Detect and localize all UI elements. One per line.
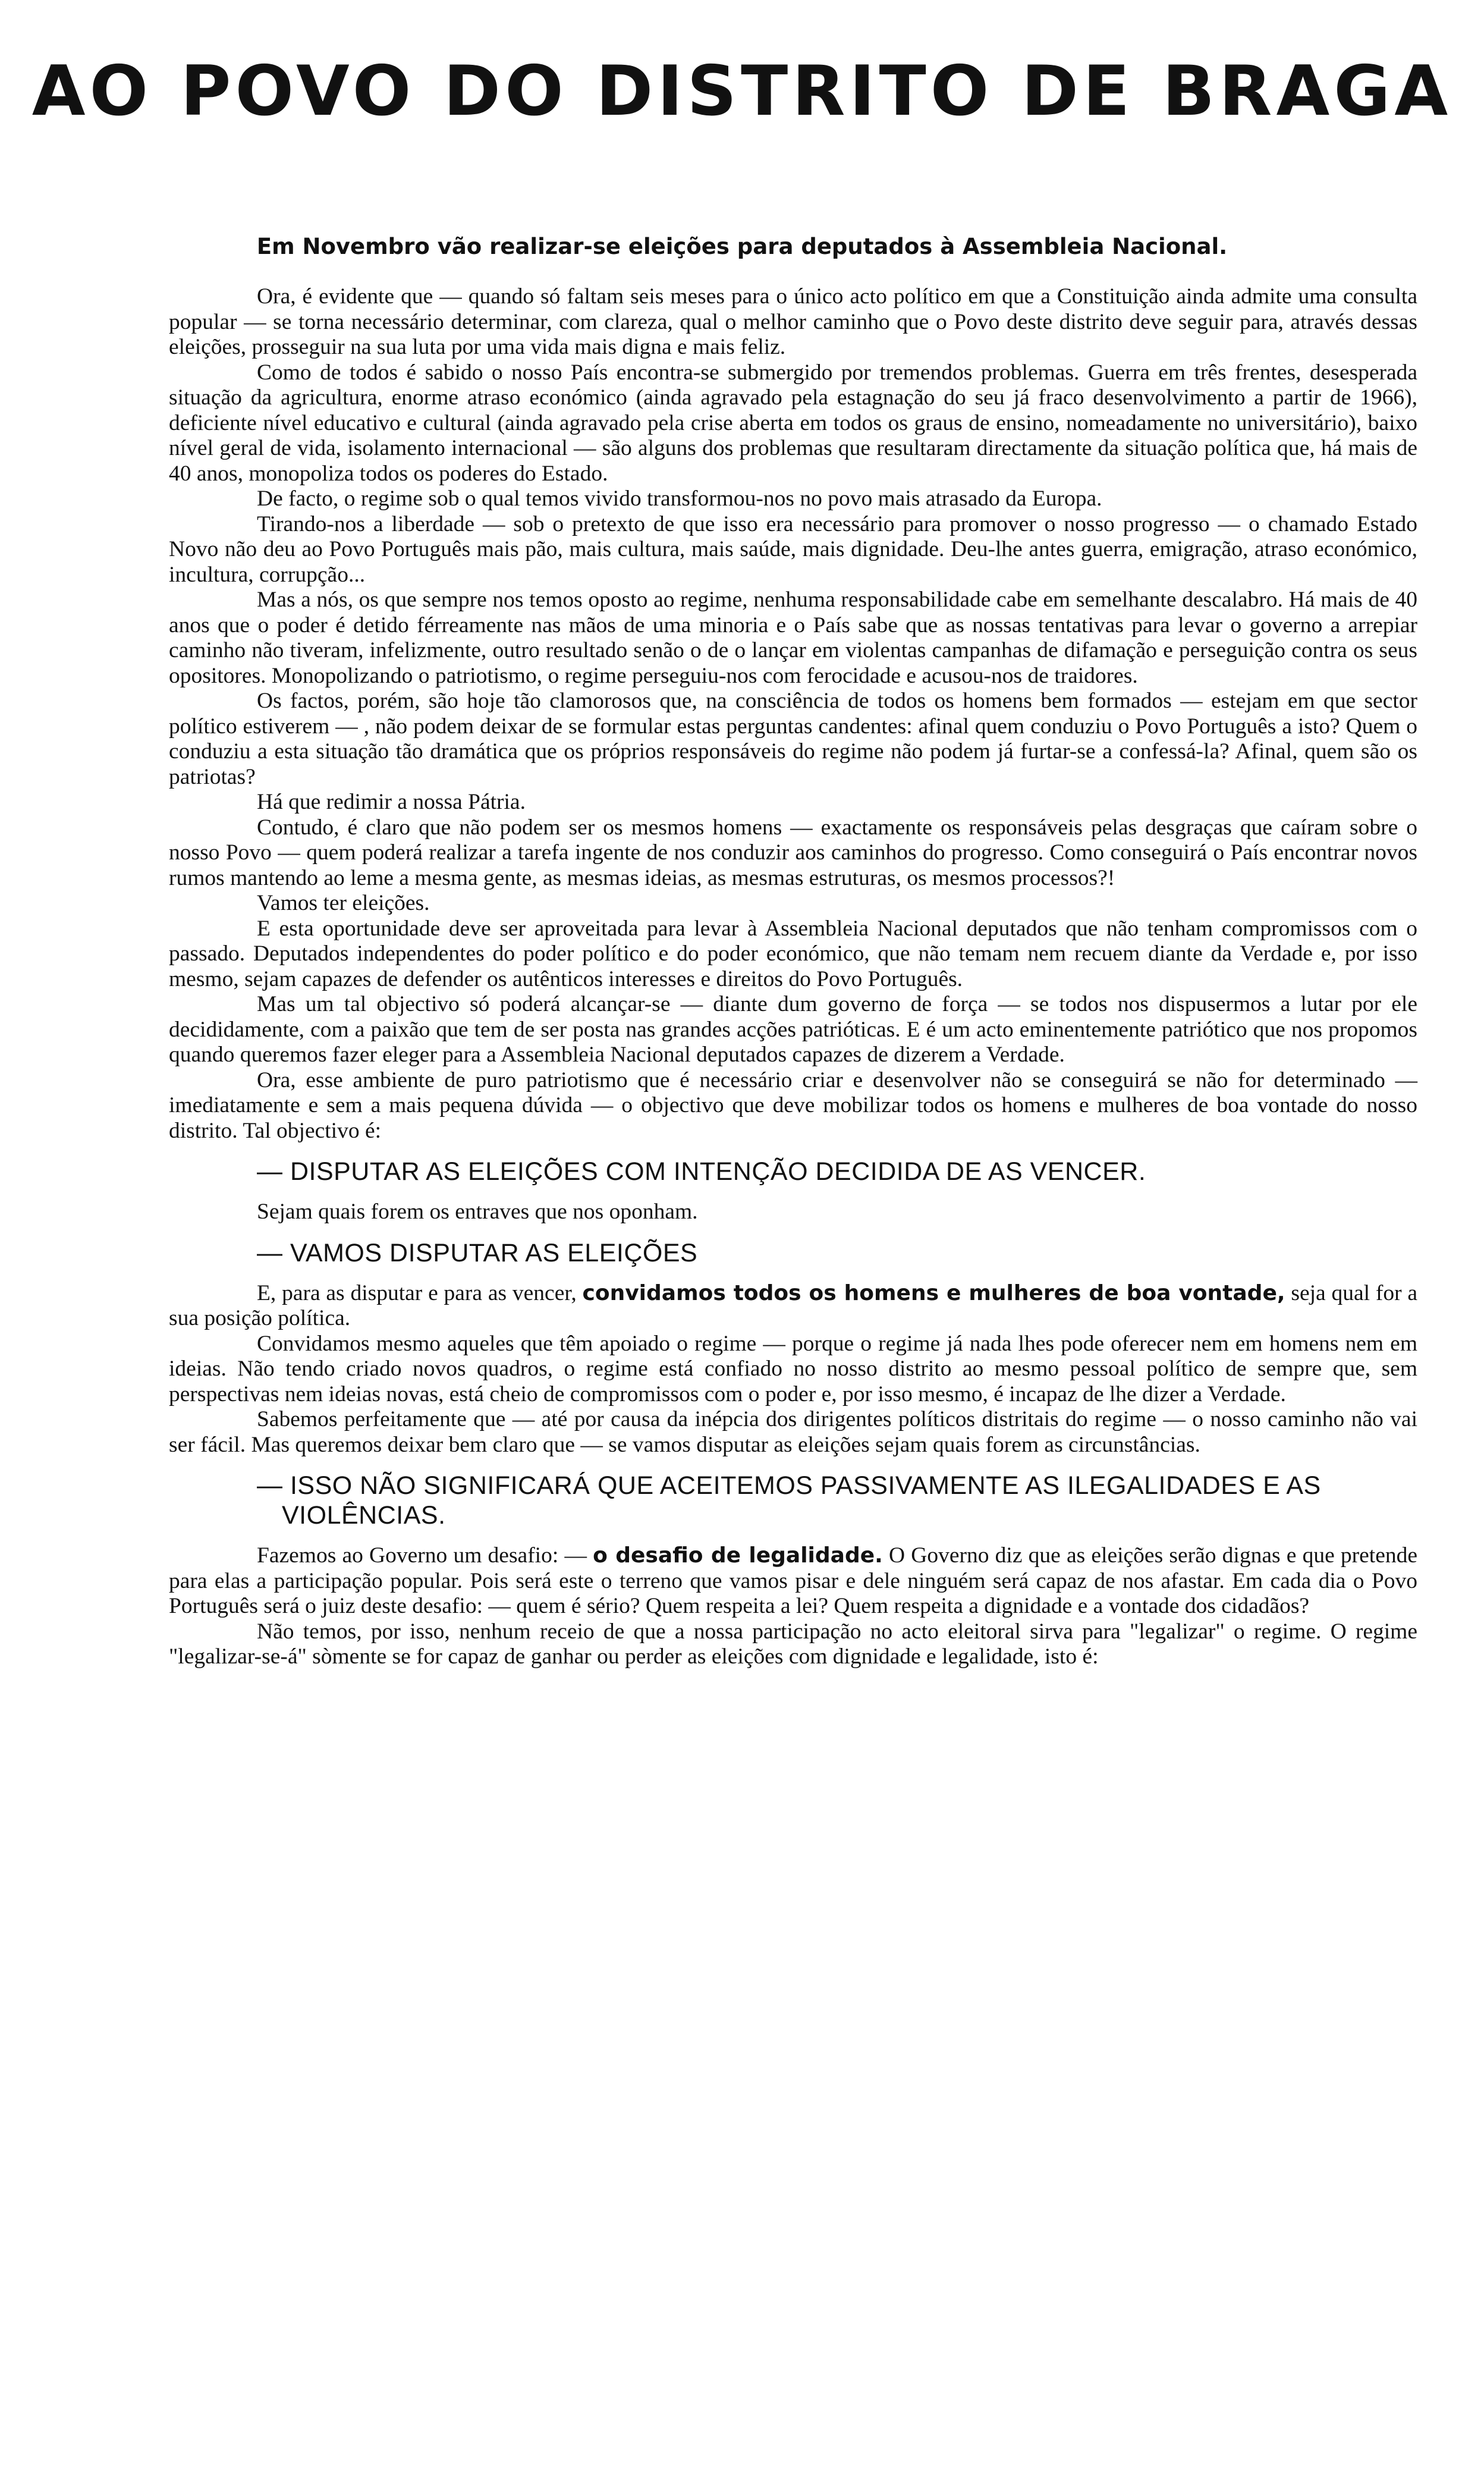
paragraph: Tirando-nos a liberdade — sob o pretexto de que isso era necessário para promover o nosso progresso — o chamado Estado Novo não deu ao Povo Português mais pão, mais cultura, mais saúde, mais dignidade. Deu-lhe antes guerra, emigração, atraso económico, incultura, corrupção... (169, 511, 1417, 587)
paragraph: Ora, esse ambiente de puro patriotismo que é necessário criar e desenvolver não se conseguirá se não for determinado — imediatamente e sem a mais pequena dúvida — o objectivo que deve mobilizar todos os homens e mulheres de boa vontade do nosso distrito. Tal objectivo é: (169, 1068, 1417, 1143)
paragraph: De facto, o regime sob o qual temos vivido transformou-nos no povo mais atrasado da Europa. (257, 486, 1102, 511)
paragraph: Há que redimir a nossa Pátria. (257, 790, 526, 814)
paragraph-text: seja qual for a sua posição política. (169, 1280, 1417, 1330)
paragraph: Mas um tal objectivo só poderá alcançar-se — diante dum governo de força — se todos nos dispusermos a lutar por ele decididamente, com a paixão que tem de ser posta nas grandes acções patrióticas. E é um acto eminentemente patriótico que nos propomos quando queremos fazer eleger para a Assembleia Nacional deputados capazes de dizerem a Verdade. (169, 992, 1417, 1067)
paragraph: Ora, é evidente que — quando só faltam seis meses para o único acto político em que a Constituição ainda admite uma consulta popular — se torna necessário determinar, com clareza, qual o melhor caminho que o Povo deste distrito deve seguir para, através dessas eleições, prosseguir na sua luta por uma vida mais digna e mais feliz. (169, 284, 1417, 359)
paragraph: Sejam quais forem os entraves que nos oponham. (257, 1200, 698, 1224)
paragraph-emphasis: convidamos todos os homens e mulheres de boa vontade, (582, 1280, 1285, 1305)
paragraph: Os factos, porém, são hoje tão clamorosos que, na consciência de todos os homens bem formados — estejam em que sector político estiverem — , não podem deixar de se formular estas perguntas candentes: afinal quem conduziu o Povo Português a isto? Quem o conduziu a esta situação tão dramática que os próprios responsáveis do regime não podem já furtar-se a confessá-la? Afinal, quem são os patriotas? (169, 689, 1417, 789)
document-subtitle: Em Novembro vão realizar-se eleições para deputados à Assembleia Nacional. (256, 234, 1228, 259)
paragraph: Mas a nós, os que sempre nos temos oposto ao regime, nenhuma responsabilidade cabe em semelhante descalabro. Há mais de 40 anos que o poder é detido férreamente nas mãos de uma minoria e o País sabe que as nossas tentativas para levar o governo a arrepiar caminho não tiveram, infelizmente, outro resultado senão o de o lançar em violentas campanhas de difamação e perseguição contra os seus opositores. Monopolizando o patriotismo, o regime perseguiu-nos com ferocidade e acusou-nos de traidores. (169, 588, 1417, 688)
paragraph: E esta oportunidade deve ser aproveitada para levar à Assembleia Nacional deputados que não tenham compromissos com o passado. Deputados independentes do poder político e do poder económico, que não temam nem recuem diante da Verdade e, por isso mesmo, sejam capazes de defender os autênticos interesses e direitos do Povo Português. (169, 916, 1417, 991)
paragraph-text: O Governo diz que as eleições serão dignas e que pretende para elas a participação popular. Pois será este o terreno que vamos pisar e dele ninguém será capaz de nos afastar. Em cada dia o Povo Português será o juiz deste desafio: — quem é sério? Quem respeita a lei? Quem respeita a dignidade e a vontade dos cidadãos? (169, 1543, 1417, 1618)
paragraph: Como de todos é sabido o nosso País encontra-se submergido por tremendos problemas. Guerra em três frentes, desesperada situação da agricultura, enorme atraso económico (ainda agravado pela estagnação do seu já fraco desenvolvimento a partir de 1966), deficiente nível educativo e cultural (ainda agravado pela crise aberta em todos os graus de ensino, nomeadamente no universitário), baixo nível geral de vida, isolamento internacional — são alguns dos problemas que resultaram directamente da situação política que, há mais de 40 anos, monopoliza todos os poderes do Estado. (169, 360, 1417, 486)
paragraph: Convidamos mesmo aqueles que têm apoiado o regime — porque o regime já nada lhes pode oferecer nem em homens nem em ideias. Não tendo criado novos quadros, o regime está confiado no nosso distrito ao mesmo pessoal político de sempre que, sem perspectivas nem ideias novas, está cheio de compromissos com o poder e, por isso mesmo, é incapaz de lhe dizer a Verdade. (169, 1331, 1417, 1406)
document-title: AO POVO DO DISTRITO DE BRAGA (32, 51, 1452, 131)
paragraph: Vamos ter eleições. (257, 891, 430, 915)
paragraph: Contudo, é claro que não podem ser os mesmos homens — exactamente os responsáveis pelas desgraças que caíram sobre o nosso Povo — quem poderá realizar a tarefa ingente de nos conduzir aos caminhos do progresso. Como conseguirá o País encontrar novos rumos mantendo ao leme a mesma gente, as mesmas ideias, as mesmas estruturas, os mesmos processos?! (169, 815, 1417, 890)
slogan-no-illegalities: — ISSO NÃO SIGNIFICARÁ QUE ACEITEMOS PASSIVAMENTE AS ILEGALIDADES E AS VIOLÊNCIAS. (257, 1471, 1321, 1530)
paragraph-emphasis: o desafio de legalidade. (593, 1543, 883, 1568)
slogan-dispute-elections: — VAMOS DISPUTAR AS ELEIÇÕES (257, 1238, 698, 1267)
paragraph-text: Fazemos ao Governo um desafio: — (257, 1543, 593, 1568)
paragraph-challenge (169, 1543, 1417, 1619)
paragraph-text: E, para as disputar e para as vencer, (257, 1280, 583, 1305)
paragraph: Não temos, por isso, nenhum receio de que a nossa participação no acto eleitoral sirva para "legalizar" o regime. O regime "legalizar-se-á" sòmente se for capaz de ganhar ou perder as eleições com dignidade e legalidade, isto é: (169, 1619, 1417, 1669)
paragraph-invitation (169, 1281, 1417, 1332)
slogan-dispute-to-win: — DISPUTAR AS ELEIÇÕES COM INTENÇÃO DECIDIDA DE AS VENCER. (257, 1157, 1146, 1186)
paragraph: Sabemos perfeitamente que — até por causa da inépcia dos dirigentes políticos distritais do regime — o nosso caminho não vai ser fácil. Mas queremos deixar bem claro que — se vamos disputar as eleições sejam quais forem as circunstâncias. (169, 1407, 1417, 1457)
document-body (169, 284, 1417, 1670)
